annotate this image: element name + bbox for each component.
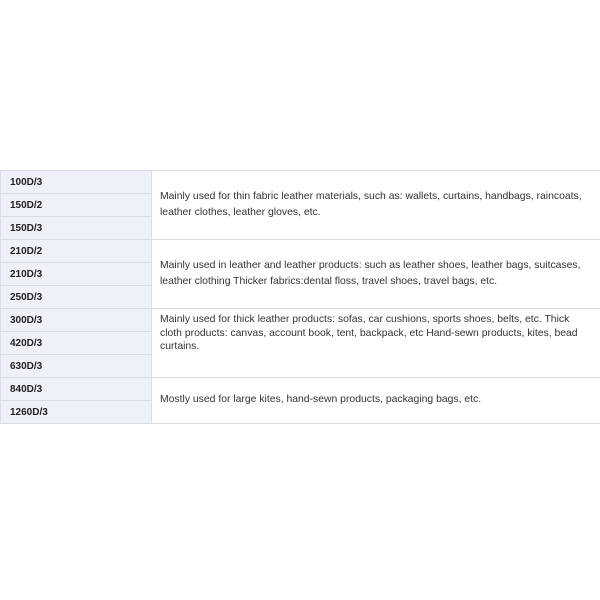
table-row: [1, 240, 600, 263]
thread-size-label: 100D/3: [1, 171, 152, 194]
table-row: [1, 171, 600, 194]
thread-size-label: 300D/3: [1, 309, 152, 332]
thread-size-label: 1260D/3: [1, 401, 152, 424]
thread-size-label: 250D/3: [1, 286, 152, 309]
thread-spec-table: [0, 170, 600, 424]
table-row: [1, 378, 600, 401]
thread-size-label: 150D/2: [1, 194, 152, 217]
usage-description: Mostly used for large kites, hand-sewn products, packaging bags, etc.: [152, 378, 600, 424]
thread-size-label: 150D/3: [1, 217, 152, 240]
thread-size-label: 210D/3: [1, 263, 152, 286]
usage-description: Mainly used for thick leather products: sofas, car cushions, sports shoes, belts, etc. Thick cloth products: canvas, account book, tent, backpack, etc Hand-sewn products, kites, bead curtains.: [152, 309, 600, 378]
table-row: [1, 309, 600, 332]
thread-size-label: 840D/3: [1, 378, 152, 401]
thread-size-label: 210D/2: [1, 240, 152, 263]
thread-size-label: 630D/3: [1, 355, 152, 378]
thread-size-label: 420D/3: [1, 332, 152, 355]
usage-description: Mainly used for thin fabric leather materials, such as: wallets, curtains, handbags, raincoats, leather clothes, leather gloves, etc.: [152, 171, 600, 240]
usage-description: Mainly used in leather and leather products: such as leather shoes, leather bags, suitcases, leather clothing Thicker fabrics:dental floss, travel shoes, travel bags, etc.: [152, 240, 600, 309]
